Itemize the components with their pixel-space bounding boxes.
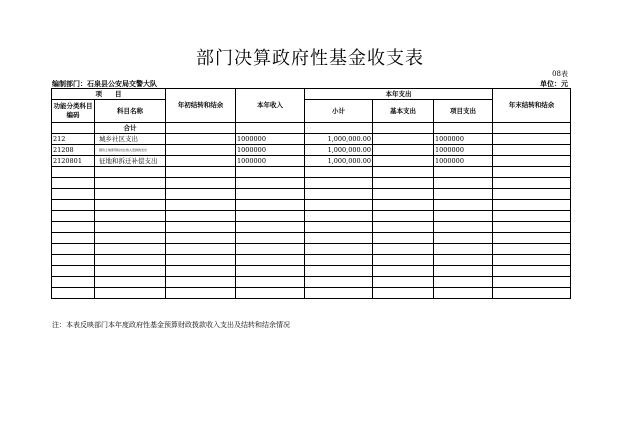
cell-project: 1000000 xyxy=(434,134,493,145)
cell-name xyxy=(95,255,166,266)
cell-end xyxy=(493,167,571,178)
org-label: 编制部门：石泉县公安局交警大队 xyxy=(52,79,157,88)
table-row xyxy=(52,288,571,299)
cell-name xyxy=(95,277,166,288)
cell-name xyxy=(95,200,166,211)
cell-name: 国有土地使用权出让收入安排的支出 xyxy=(95,145,166,156)
table-row xyxy=(52,200,571,211)
cell-code xyxy=(52,222,95,233)
cell-end xyxy=(493,178,571,189)
cell-basic xyxy=(373,200,434,211)
cell-begin xyxy=(166,178,236,189)
cell-code xyxy=(52,189,95,200)
header-subtotal: 小计 xyxy=(305,100,373,123)
cell-name xyxy=(95,288,166,299)
table-row xyxy=(52,156,571,167)
cell-code xyxy=(52,178,95,189)
cell-end xyxy=(493,233,571,244)
fund-table xyxy=(51,88,571,299)
table-row xyxy=(52,266,571,277)
cell-begin xyxy=(166,145,236,156)
cell-basic xyxy=(373,244,434,255)
cell-project xyxy=(434,211,493,222)
cell-name xyxy=(95,178,166,189)
table-row xyxy=(52,211,571,222)
table-row xyxy=(52,233,571,244)
cell-code xyxy=(52,266,95,277)
cell-project xyxy=(434,167,493,178)
cell-income xyxy=(236,200,305,211)
cell-code: 212 xyxy=(52,134,95,145)
cell-basic xyxy=(373,277,434,288)
table-row xyxy=(52,222,571,233)
cell-income xyxy=(236,288,305,299)
cell-name xyxy=(95,233,166,244)
cell-begin xyxy=(166,288,236,299)
cell-income: 1000000 xyxy=(236,134,305,145)
cell-begin xyxy=(166,255,236,266)
cell-end xyxy=(493,222,571,233)
cell-code xyxy=(52,277,95,288)
unit-label: 单位：元 xyxy=(540,79,568,88)
cell-income xyxy=(236,211,305,222)
cell-project xyxy=(434,255,493,266)
cell-income xyxy=(236,167,305,178)
cell-begin xyxy=(166,211,236,222)
cell-subtotal: 1,000,000.00 xyxy=(305,134,373,145)
cell-begin xyxy=(166,167,236,178)
cell-end xyxy=(493,255,571,266)
total-cell xyxy=(236,123,305,134)
cell-code xyxy=(52,244,95,255)
total-cell xyxy=(305,123,373,134)
cell-code xyxy=(52,211,95,222)
cell-project xyxy=(434,244,493,255)
cell-code xyxy=(52,167,95,178)
cell-name xyxy=(95,266,166,277)
cell-end xyxy=(493,277,571,288)
table-row xyxy=(52,244,571,255)
cell-project: 1000000 xyxy=(434,156,493,167)
cell-subtotal xyxy=(305,255,373,266)
table-row xyxy=(52,255,571,266)
footnote: 注：本表反映部门本年度政府性基金预算财政拨款收入支出及结转和结余情况 xyxy=(52,321,290,329)
total-label: 合计 xyxy=(95,123,166,134)
cell-name xyxy=(95,244,166,255)
cell-begin xyxy=(166,134,236,145)
cell-basic xyxy=(373,167,434,178)
cell-name xyxy=(95,222,166,233)
cell-subtotal xyxy=(305,244,373,255)
cell-subtotal xyxy=(305,200,373,211)
cell-project xyxy=(434,189,493,200)
cell-basic xyxy=(373,134,434,145)
cell-income xyxy=(236,266,305,277)
cell-end xyxy=(493,145,571,156)
cell-income xyxy=(236,233,305,244)
cell-income xyxy=(236,178,305,189)
cell-basic xyxy=(373,178,434,189)
header-end: 年末结转和结余 xyxy=(493,89,571,123)
cell-basic xyxy=(373,145,434,156)
cell-begin xyxy=(166,156,236,167)
header-name: 科目名称 xyxy=(95,100,166,123)
total-cell xyxy=(493,123,571,134)
cell-end xyxy=(493,244,571,255)
header-item: 项 目 xyxy=(52,89,166,100)
cell-income xyxy=(236,189,305,200)
cell-income: 1000000 xyxy=(236,145,305,156)
table-row xyxy=(52,178,571,189)
cell-name xyxy=(95,211,166,222)
cell-project xyxy=(434,222,493,233)
cell-subtotal xyxy=(305,288,373,299)
cell-project xyxy=(434,200,493,211)
cell-basic xyxy=(373,222,434,233)
cell-code xyxy=(52,288,95,299)
table-row xyxy=(52,189,571,200)
header-begin: 年初结转和结余 xyxy=(166,89,236,123)
cell-subtotal: 1,000,000.00 xyxy=(305,145,373,156)
cell-subtotal: 1,000,000.00 xyxy=(305,156,373,167)
cell-end xyxy=(493,156,571,167)
cell-subtotal xyxy=(305,266,373,277)
cell-begin xyxy=(166,266,236,277)
cell-project: 1000000 xyxy=(434,145,493,156)
cell-code xyxy=(52,233,95,244)
cell-code: 2120801 xyxy=(52,156,95,167)
header-basic: 基本支出 xyxy=(373,100,434,123)
header-income: 本年收入 xyxy=(236,89,305,123)
cell-subtotal xyxy=(305,277,373,288)
table-row xyxy=(52,134,571,145)
cell-name xyxy=(95,167,166,178)
cell-name: 城乡社区支出 xyxy=(95,134,166,145)
cell-code: 21208 xyxy=(52,145,95,156)
cell-project xyxy=(434,178,493,189)
cell-code xyxy=(52,255,95,266)
cell-subtotal xyxy=(305,178,373,189)
cell-basic xyxy=(373,288,434,299)
total-cell xyxy=(434,123,493,134)
cell-begin xyxy=(166,244,236,255)
cell-begin xyxy=(166,189,236,200)
total-cell xyxy=(166,123,236,134)
cell-income xyxy=(236,255,305,266)
cell-subtotal xyxy=(305,211,373,222)
cell-end xyxy=(493,266,571,277)
cell-subtotal xyxy=(305,189,373,200)
table-row xyxy=(52,277,571,288)
cell-name xyxy=(95,189,166,200)
page-title: 部门决算政府性基金收支表 xyxy=(196,48,424,69)
cell-begin xyxy=(166,222,236,233)
header-code: 功能分类科目编码 xyxy=(52,100,95,123)
cell-basic xyxy=(373,266,434,277)
header-expense: 本年支出 xyxy=(305,89,493,100)
cell-basic xyxy=(373,255,434,266)
header-project: 项目支出 xyxy=(434,100,493,123)
cell-end xyxy=(493,200,571,211)
cell-begin xyxy=(166,200,236,211)
cell-code xyxy=(52,200,95,211)
cell-project xyxy=(434,233,493,244)
total-code-cell xyxy=(52,123,95,134)
cell-project xyxy=(434,277,493,288)
cell-basic xyxy=(373,233,434,244)
cell-end xyxy=(493,211,571,222)
cell-project xyxy=(434,288,493,299)
cell-basic xyxy=(373,156,434,167)
cell-basic xyxy=(373,189,434,200)
cell-income: 1000000 xyxy=(236,156,305,167)
cell-end xyxy=(493,189,571,200)
cell-begin xyxy=(166,233,236,244)
cell-income xyxy=(236,222,305,233)
total-cell xyxy=(373,123,434,134)
table-row xyxy=(52,167,571,178)
cell-end xyxy=(493,134,571,145)
cell-income xyxy=(236,244,305,255)
cell-subtotal xyxy=(305,167,373,178)
cell-name: 征地和拆迁补偿支出 xyxy=(95,156,166,167)
cell-begin xyxy=(166,277,236,288)
form-number: 08表 xyxy=(552,70,568,78)
cell-subtotal xyxy=(305,222,373,233)
table-row xyxy=(52,145,571,156)
cell-basic xyxy=(373,211,434,222)
cell-end xyxy=(493,288,571,299)
cell-income xyxy=(236,277,305,288)
cell-project xyxy=(434,266,493,277)
cell-subtotal xyxy=(305,233,373,244)
